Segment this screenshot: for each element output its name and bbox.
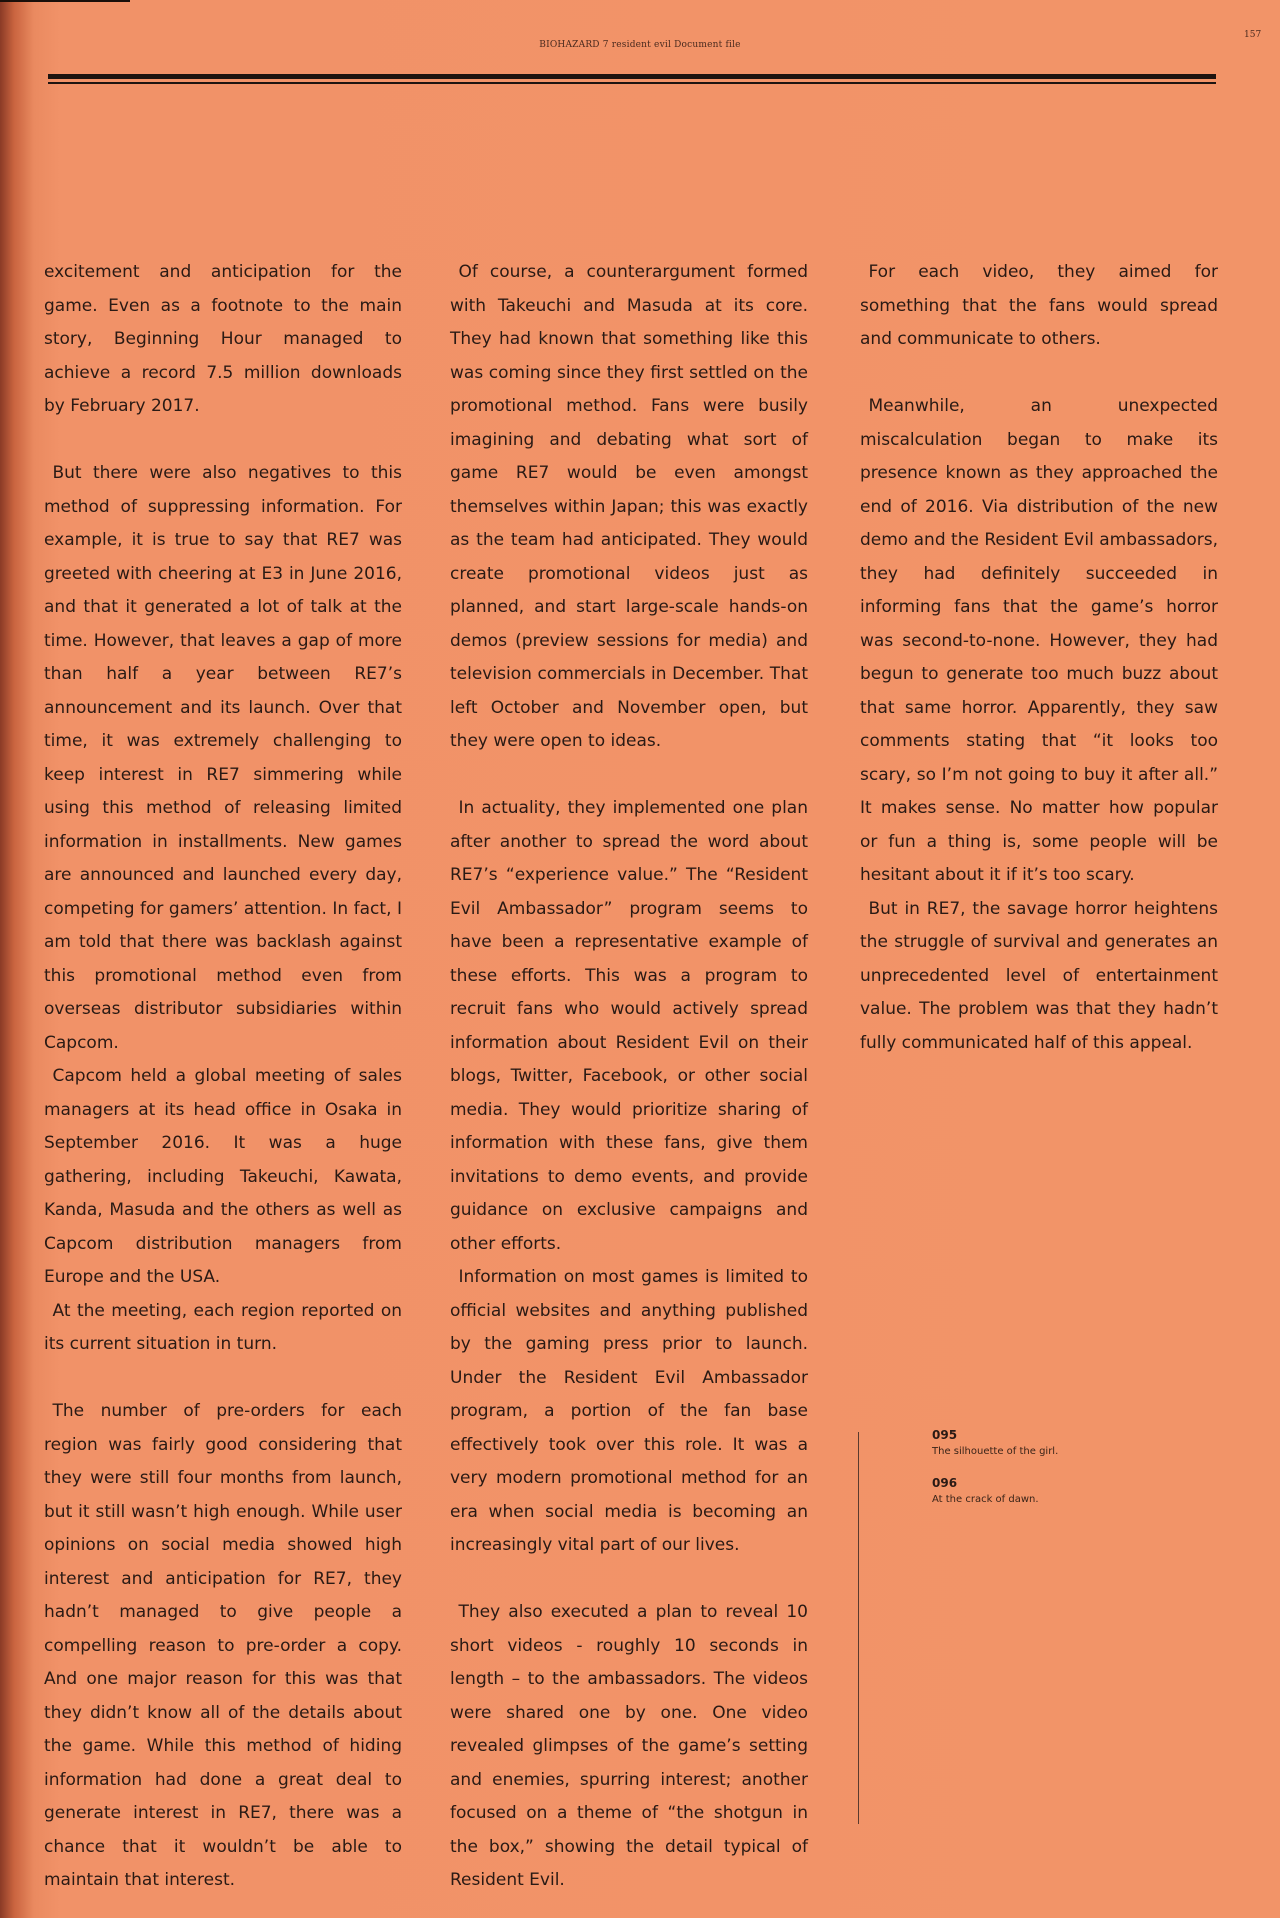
text-column-2 xyxy=(450,256,808,1898)
paragraph: At the meeting, each region reported on its current situation in turn. xyxy=(44,1300,402,1354)
paragraph: Capcom held a global meeting of sales managers at its head office in Osaka in September 2016. It was a huge gathering, including Takeuchi, Kawata, Kanda, Masuda and the others as well as Capcom distribution managers from Europe and the USA. xyxy=(44,1066,402,1287)
header-rule-thin xyxy=(48,82,1216,84)
paragraph: excitement and anticipation for the game. Even as a footnote to the main story, Beginning Hour managed to achieve a record 7.5 million downloads by February 2017. xyxy=(44,262,402,416)
paragraph: But there were also negatives to this method of suppressing information. For example, it is true to say that RE7 was greeted with cheering at E3 in June 2016, and that it generated a lot of talk at the time. However, that leaves a gap of more than half a year between RE7’s announcement and its launch. Over that time, it was extremely challenging to keep interest in RE7 simmering while using this method of releasing limited information in installments. New games are announced and launched every day, competing for gamers’ attention. In fact, I am told that there was backlash against this promotional method even from overseas distributor subsidiaries within Capcom. xyxy=(44,463,402,1053)
caption-divider xyxy=(858,1432,859,1824)
image-captions xyxy=(932,1426,1172,1522)
paragraph: But in RE7, the savage horror heightens the struggle of survival and generates an unprecedented level of entertainment value. The problem was that they hadn’t fully communicated half of this appeal. xyxy=(860,898,1218,1053)
running-title: BIOHAZARD 7 resident evil Document file xyxy=(539,40,741,50)
caption-number: 095 xyxy=(932,1428,958,1442)
paragraph: Information on most games is limited to official websites and anything published by the gaming press prior to launch. Under the Resident Evil Ambassador program, a portion of the fan base effectively took over this role. It was a very modern promotional method for an era when social media is becoming an increasingly vital part of our lives. xyxy=(450,1267,808,1555)
paragraph: For each video, they aimed for something that the fans would spread and communicate to others. xyxy=(860,262,1218,349)
paragraph: Of course, a counterargument formed with Takeuchi and Masuda at its core. They had known that something like this was coming since they first settled on the promotional method. Fans were busily imagining and debating what sort of game RE7 would be even amongst themselves within Japan; this was exactly as the team had anticipated. They would create promotional videos just as planned, and start large-scale hands-on demos (preview sessions for media) and television commercials in December. That left October and November open, but they were open to ideas. xyxy=(450,262,808,751)
corner-mark xyxy=(0,0,130,2)
caption-item xyxy=(932,1474,1172,1508)
paragraph: They also executed a plan to reveal 10 short videos - roughly 10 seconds in length – to the ambassadors. The videos were shared one by one. One video revealed glimpses of the game’s setting and enemies, spurring interest; another focused on a theme of “the shotgun in the box,” showing the detail typical of Resident Evil. xyxy=(450,1602,808,1890)
header-rule-thick xyxy=(48,74,1216,79)
caption-number: 096 xyxy=(932,1476,958,1490)
paragraph: In actuality, they implemented one plan after another to spread the word about RE7’s “experience value.” The “Resident Evil Ambassador” program seems to have been a representative example of these efforts. This was a program to recruit fans who would actively spread information about Resident Evil on their blogs, Twitter, Facebook, or other social media. They would prioritize sharing of information with these fans, give them invitations to demo events, and provide guidance on exclusive campaigns and other efforts. xyxy=(450,798,808,1254)
paragraph: The number of pre-orders for each region was fairly good considering that they were still four months from launch, but it still wasn’t high enough. While user opinions on social media showed high interest and anticipation for RE7, they hadn’t managed to give people a compelling reason to pre-order a copy. And one major reason for this was that they didn’t know all of the details about the game. While this method of hiding information had done a great deal to generate interest in RE7, there was a chance that it wouldn’t be able to maintain that interest. xyxy=(44,1401,402,1890)
text-column-3 xyxy=(860,256,1218,1060)
paragraph: Meanwhile, an unexpected miscalculation began to make its presence known as they approached the end of 2016. Via distribution of the new demo and the Resident Evil ambassadors, they had definitely succeeded in informing fans that the game’s horror was second-to-none. However, they had begun to generate too much buzz about that same horror. Apparently, they saw comments stating that “it looks too scary, so I’m not going to buy it after all.” It makes sense. No matter how popular or fun a thing is, some people will be hesitant about it if it’s too scary. xyxy=(860,396,1218,885)
caption-item xyxy=(932,1426,1172,1460)
text-column-1 xyxy=(44,256,402,1898)
page-number: 157 xyxy=(1244,30,1262,40)
caption-text: The silhouette of the girl. xyxy=(932,1446,1059,1457)
caption-text: At the crack of dawn. xyxy=(932,1494,1039,1505)
